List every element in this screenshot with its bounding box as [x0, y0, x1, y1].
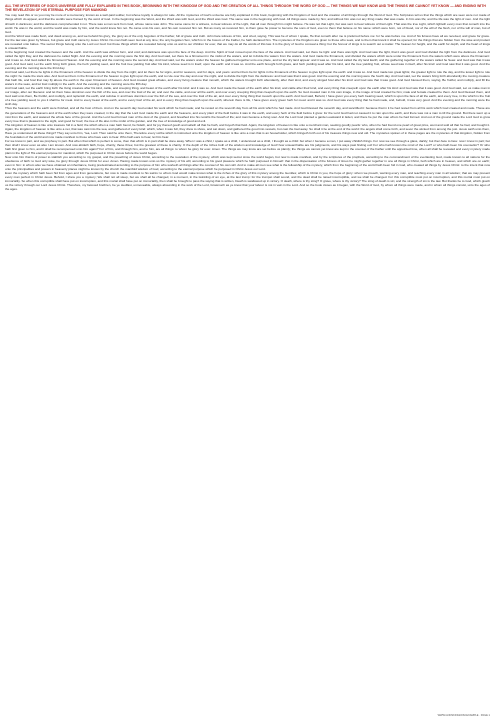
paragraph: And God said, Let there be lights in the firmament of the heaven to divide the day from the night; and let them be for signs, and for seasons, and for days, and years: and let them be for lights in the firmament of the heaven to give light upon the earth: and it was so. And God made two great lights; the greater light to rule the day, and the lesser light to rule the night: he made the stars also. And God set them in the firmament of the heaven to give light upon the earth, and to rule over the day and over the night, and to divide the light from the darkness: and God saw that it was good. And the evening and the morning were the fourth day. And God said, Let the waters bring forth abundantly the moving creature that hath life, and fowl that may fly above the earth in the open firmament of heaven. And God created great whales, and every living creature that moveth, which the waters brought forth abundantly, after their kind, and every winged fowl after his kind: and God saw that it was good. And God blessed them, saying, Be fruitful, and multiply, and fill the waters in the seas, and let fowl multiply in the earth. And the evening and the morning were the fifth day. — [5, 70, 490, 87]
document-body — [5, 13, 490, 719]
paragraph: And God said, Let the earth bring forth the living creature after his kind, cattle, and creeping thing, and beast of the earth after his kind: and it was so. And God made the beast of the earth after his kind, and cattle after their kind, and every thing that creepeth upon the earth after his kind: and God saw that it was good. And God said, Let us make man in our image, after our likeness: and let them have dominion over the fish of the sea, and over the fowl of the air, and over the cattle, and over all the earth, and over every creeping thing that creepeth upon the earth. So God created man in his own image, in the image of God created he him; male and female created he them. And God blessed them, and God said unto them, Be fruitful, and multiply, and replenish the earth, and subdue it: and have dominion over the fish of the sea, and over the fowl of the air, and over every living thing that moveth upon the earth. And God said, Behold, I have given you every herb bearing seed, which is upon the face of all the earth, and every tree, in the which is the fruit of a tree yielding seed; to you it shall be for meat. And to every beast of the earth, and to every fowl of the air, and to every thing that creepeth upon the earth, wherein there is life, I have given every green herb for meat: and it was so. And God saw every thing that he had made, and, behold, it was very good. And the evening and the morning were the sixth day. — [5, 86, 490, 107]
footer-text: WWW.GODSKINGDOM.EXAMPLE · PAGE 1 — [437, 714, 490, 717]
paragraph: Even the mystery which hath been hid from ages and from generations, but now is made manifest to his saints: to whom God would make known what is the riches of the glory of this mystery among the Gentiles; which is Christ in you, the hope of glory: whom we preach, warning every man, and teaching every man in all wisdom; that we may present every man perfect in Christ Jesus. Behold, I shew you a mystery; We shall not all sleep, but we shall all be changed, in a moment, in the twinkling of an eye, at the last trump: for the trumpet shall sound, and the dead shall be raised incorruptible, and we shall be changed. For this corruptible must put on incorruption, and this mortal must put on immortality. So when this corruptible shall have put on incorruption, and this mortal shall have put on immortality, then shall be brought to pass the saying that is written, Death is swallowed up in victory. O death, where is thy sting? O grave, where is thy victory? The sting of death is sin; and the strength of sin is the law. But thanks be to God, which giveth us the victory through our Lord Jesus Christ. Therefore, my beloved brethren, be ye stedfast, unmoveable, always abounding in the work of the Lord, forasmuch as ye know that your labour is not in vain in the Lord. And so the book closes as it began, with the Word of God, by whom all things were made, and in whom all things consist, unto the ages of the ages. — [5, 171, 490, 192]
paragraph: And the Word was made flesh, and dwelt among us, and we beheld his glory, the glory as of the only begotten of the Father, full of grace and truth. John bare witness of him, and cried, saying, This was he of whom I spake, He that cometh after me is preferred before me: for he was before me. And of his fulness have all we received, and grace for grace. For the law was given by Moses, but grace and truth came by Jesus Christ. No man hath seen God at any time; the only begotten Son, which is in the bosom of the Father, he hath declared him. The mysteries of the Kingdom are given to those who seek, and to them that knock it shall be opened; for the things that are hidden from the wise and prudent are revealed unto babes. The secret things belong unto the Lord our God: but those things which are revealed belong unto us and to our children for ever, that we may do all the words of this law. It is the glory of God to conceal a thing: but the honour of kings is to search out a matter. The heaven for height, and the earth for depth, and the heart of kings is unsearchable. — [5, 33, 490, 50]
paragraph: For we know in part, and we prophesy in part. But when that which is perfect is come, then that which is in part shall be done away. When I was a child, I spake as a child, I understood as a child, I thought as a child: but when I became a man, I put away childish things. For now we see through a glass, darkly; but then face to face: now I know in part; but then shall I know even as also I am known. And now abideth faith, hope, charity, these three; but the greatest of these is charity. O the depth of the riches both of the wisdom and knowledge of God! how unsearchable are his judgments, and his ways past finding out! For who hath known the mind of the Lord? or who hath been his counsellor? Or who hath first given to him, and it shall be recompensed unto him again? For of him, and through him, and to him, are all things: to whom be glory for ever. Amen. The things we may know are set before us plainly; the things we cannot yet know are kept in the counsel of the Father until the appointed time, when all shall be revealed and every mystery made plain in the light of His eternal purpose for mankind, which He purposed in Christ Jesus before the world began. — [5, 138, 490, 155]
paragraph: Thus the heavens and the earth were finished, and all the host of them. And on the seventh day God ended his work which he had made; and he rested on the seventh day from all his work which he had made. And God blessed the seventh day, and sanctified it: because that in it he had rested from all his work which God created and made. These are the generations of the heavens and of the earth when they were created, in the day that the Lord God made the earth and the heavens, and every plant of the field before it was in the earth, and every herb of the field before it grew: for the Lord God had not caused it to rain upon the earth, and there was not a man to till the ground. But there went up a mist from the earth, and watered the whole face of the ground. And the Lord God formed man of the dust of the ground, and breathed into his nostrils the breath of life; and man became a living soul. And the Lord God planted a garden eastward in Eden; and there he put the man whom he had formed. And out of the ground made the Lord God to grow every tree that is pleasant to the sight, and good for food; the tree of life also in the midst of the garden, and the tree of knowledge of good and evil. — [5, 106, 490, 123]
paragraph: Now unto him that is of power to stablish you according to my gospel, and the preaching of Jesus Christ, according to the revelation of the mystery, which was kept secret since the world began, but now is made manifest, and by the scriptures of the prophets, according to the commandment of the everlasting God, made known to all nations for the obedience of faith: to God only wise, be glory through Jesus Christ for ever. Amen. Having made known unto us the mystery of his will, according to his good pleasure which he hath purposed in himself: that in the dispensation of the fulness of times he might gather together in one all things in Christ, both which are in heaven, and which are on earth; even in him: in whom also we have obtained an inheritance, being predestinated according to the purpose of him who worketh all things after the counsel of his own will. And to make all men see what is the fellowship of the mystery, which from the beginning of the world hath been hid in God, who created all things by Jesus Christ: to the intent that now unto the principalities and powers in heavenly places might be known by the church the manifold wisdom of God, according to the eternal purpose which he purposed in Christ Jesus our Lord. — [5, 155, 490, 172]
paragraph: The kingdom of heaven is like unto treasure hid in a field; the which when a man hath found, he hideth, and for joy thereof goeth and selleth all that he hath, and buyeth that field. Again, the kingdom of heaven is like unto a merchant man, seeking goodly pearls: who, when he had found one pearl of great price, went and sold all that he had, and bought it. Again, the kingdom of heaven is like unto a net, that was cast into the sea, and gathered of every kind: which, when it was full, they drew to shore, and sat down, and gathered the good into vessels, but cast the bad away. So shall it be at the end of the world: the angels shall come forth, and sever the wicked from among the just. Jesus saith unto them, Have ye understood all these things? They say unto him, Yea, Lord. Then said he unto them, Therefore every scribe which is instructed unto the kingdom of heaven is like unto a man that is an householder, which bringeth forth out of his treasure things new and old. The mysteries spoken of in these pages are the mysteries of that kingdom, hidden from the foundation of the world and now made manifest to those who have ears to hear. Who hath ears to hear, let him hear. — [5, 122, 490, 139]
page-footer — [5, 711, 490, 717]
document-heading: ALL THE MYSTERIES OF GOD'S UNIVERSE ARE FULLY EXPLAINED IN THIS BOOK, BEGINNING WITH THE KINGDOM OF GOD AND THE CREATION OF ALL THINGS THROUGH THE WORD OF GOD — THE THINGS WE MAY KNOW AND THE THINGS WE CANNOT YET KNOW — AND ENDING WITH THE REVELATION OF HIS ETERNAL PURPOSE FOR MANKIND — [5, 4, 486, 13]
paragraph: You may read this or so you may be more of a mercenary, known as a well-paid soldier, but whose loyalty is always for sale. All the mysteries of God's universe are fully explained in this book, beginning with the Kingdom of God and the creation of all things through the Word of God. The Scriptures tell us that the things which are seen were not made of things which do appear, and that the worlds were framed by the word of God. In the beginning was the Word, and the Word was with God, and the Word was God. The same was in the beginning with God. All things were made by him; and without him was not any thing made that was made. In him was life; and the life was the light of men. And the light shineth in darkness; and the darkness comprehended it not. There was a man sent from God, whose name was John. The same came for a witness, to bear witness of the Light, that all men through him might believe. He was not that Light, but was sent to bear witness of that Light. That was the true Light, which lighteth every man that cometh into the world. He was in the world, and the world was made by him, and the world knew him not. He came unto his own, and his own received him not. But as many as received him, to them gave he power to become the sons of God, even to them that believe on his name: which were born, not of blood, nor of the will of the flesh, nor of the will of man, but of God. — [5, 13, 490, 34]
paragraph: In the beginning God created the heaven and the earth. And the earth was without form, and void; and darkness was upon the face of the deep. And the Spirit of God moved upon the face of the waters. And God said, Let there be light: and there was light. And God saw the light, that it was good: and God divided the light from the darkness. And God called the light Day, and the darkness he called Night. And the evening and the morning were the first day. And God said, Let there be a firmament in the midst of the waters, and let it divide the waters from the waters. And God made the firmament, and divided the waters which were under the firmament from the waters which were above the firmament: and it was so. And God called the firmament Heaven. And the evening and the morning were the second day. And God said, Let the waters under the heaven be gathered together unto one place, and let the dry land appear: and it was so. And God called the dry land Earth; and the gathering together of the waters called he Seas: and God saw that it was good. And God said, Let the earth bring forth grass, the herb yielding seed, and the fruit tree yielding fruit after his kind, whose seed is in itself, upon the earth: and it was so. And the earth brought forth grass, and herb yielding seed after his kind, and the tree yielding fruit, whose seed was in itself, after his kind: and God saw that it was good. And the evening and the morning were the third day. — [5, 49, 490, 71]
